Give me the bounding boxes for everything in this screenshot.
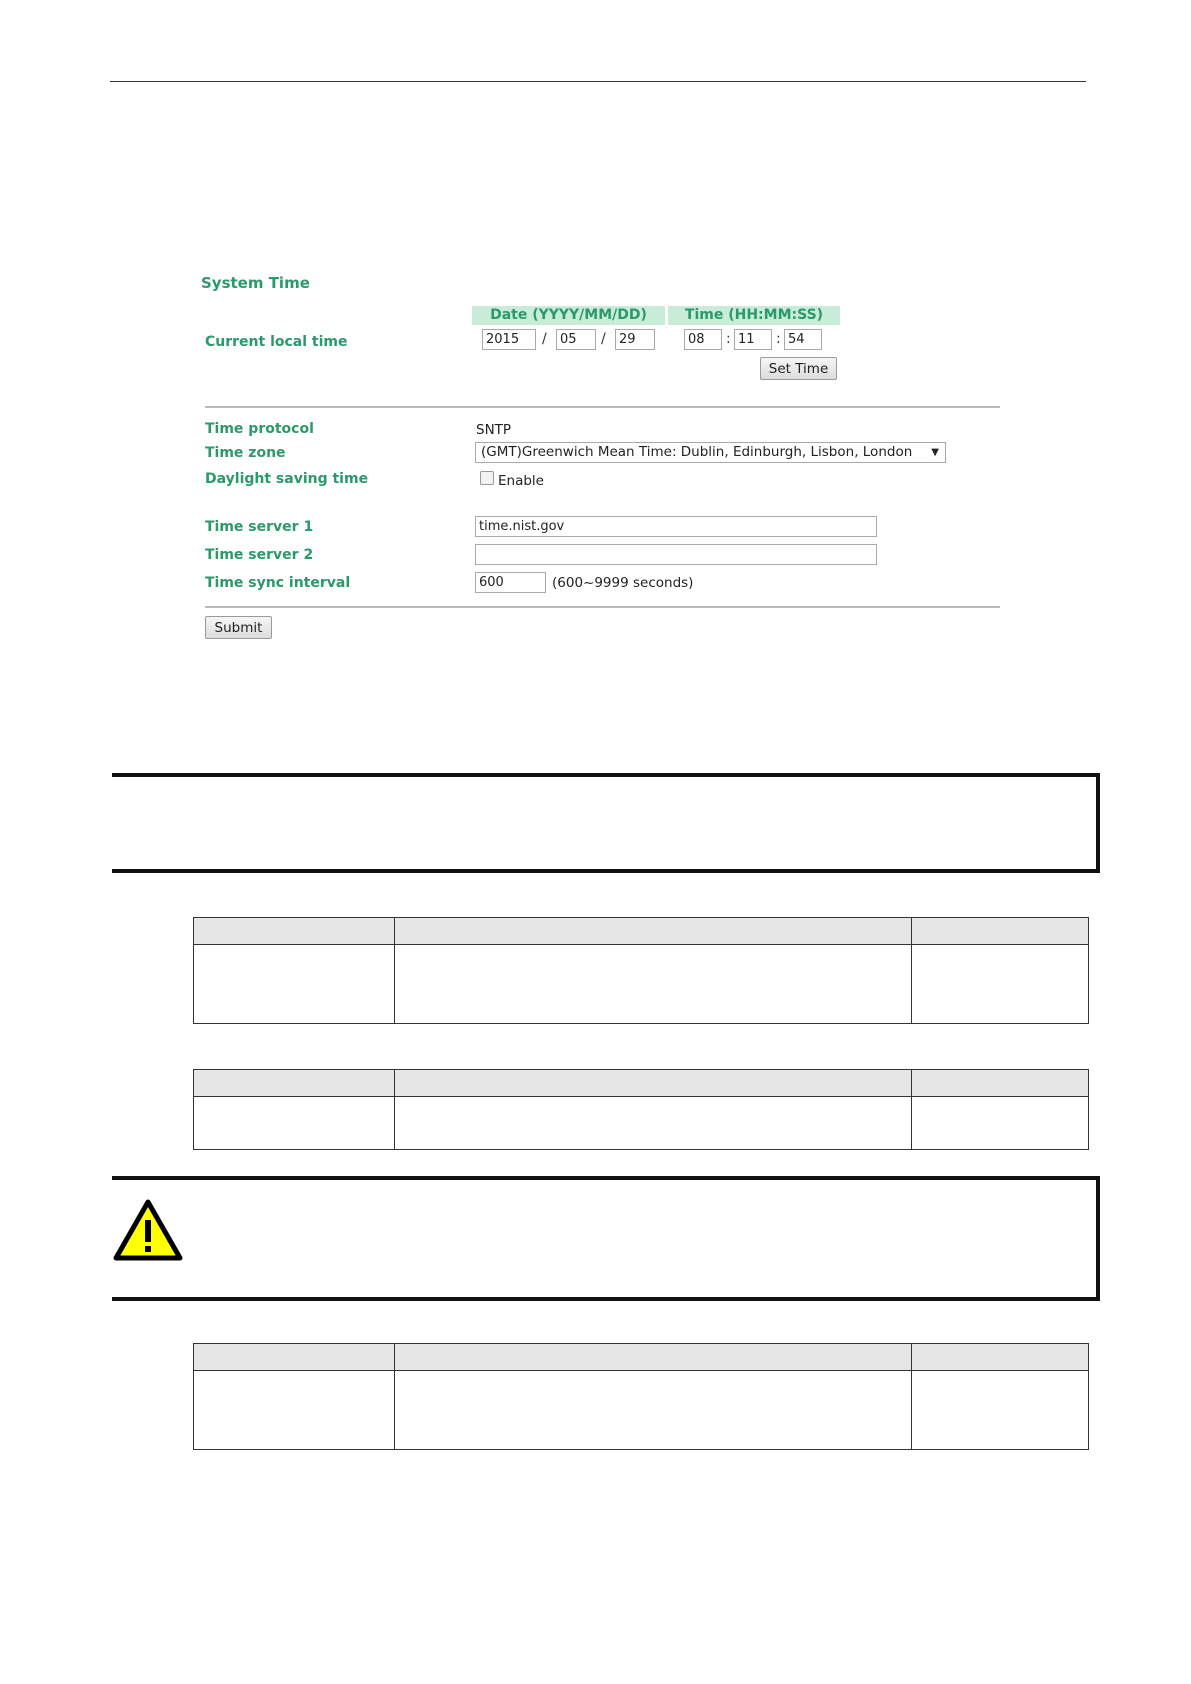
table-header-cell [194, 1070, 395, 1097]
month-input[interactable] [556, 329, 596, 350]
time-header: Time (HH:MM:SS) [668, 306, 840, 325]
table-cell [912, 1097, 1089, 1150]
daylight-enable-label: Enable [498, 473, 544, 489]
daylight-enable-checkbox[interactable] [480, 471, 494, 485]
table-cell [912, 945, 1089, 1024]
section-title: System Time [201, 274, 310, 292]
setting-table [193, 917, 1089, 1024]
interval-hint: (600~9999 seconds) [552, 575, 694, 591]
time-protocol-value: SNTP [476, 422, 512, 438]
time-server-1-label: Time server 1 [205, 519, 314, 535]
time-separator: : [726, 331, 731, 347]
hour-input[interactable] [684, 329, 722, 350]
setting-table [193, 1069, 1089, 1150]
day-input[interactable] [615, 329, 655, 350]
date-separator: / [542, 331, 547, 347]
header-rule [110, 81, 1086, 82]
daylight-saving-label: Daylight saving time [205, 471, 369, 487]
time-server-2-label: Time server 2 [205, 547, 314, 563]
note-box [112, 773, 1100, 873]
warning-triangle-icon [113, 1198, 183, 1262]
time-zone-select[interactable] [475, 442, 946, 463]
current-local-time-label: Current local time [205, 334, 348, 350]
time-separator: : [776, 331, 781, 347]
divider [205, 406, 1000, 408]
time-protocol-label: Time protocol [205, 421, 314, 437]
table-cell [194, 1371, 395, 1450]
time-zone-selected: (GMT)Greenwich Mean Time: Dublin, Edinburgh, Lisbon, London [481, 444, 913, 460]
table-cell [194, 1097, 395, 1150]
table-header-cell [194, 918, 395, 945]
time-zone-label: Time zone [205, 445, 286, 461]
setting-table [193, 1343, 1089, 1450]
minute-input[interactable] [734, 329, 772, 350]
time-sync-interval-label: Time sync interval [205, 575, 351, 591]
table-header-cell [912, 918, 1089, 945]
table-header-cell [194, 1344, 395, 1371]
table-header-cell [395, 918, 912, 945]
table-cell [194, 945, 395, 1024]
table-header-cell [912, 1070, 1089, 1097]
time-server-2-input[interactable] [475, 544, 877, 565]
table-cell [395, 1371, 912, 1450]
table-header-cell [395, 1344, 912, 1371]
table-cell [395, 1097, 912, 1150]
table-cell [395, 945, 912, 1024]
warning-box [112, 1176, 1100, 1301]
year-input[interactable] [482, 329, 536, 350]
set-time-button[interactable]: Set Time [760, 357, 837, 380]
second-input[interactable] [784, 329, 822, 350]
divider [205, 606, 1000, 608]
time-server-1-input[interactable] [475, 516, 877, 537]
chevron-down-icon: ▼ [931, 447, 939, 458]
table-cell [912, 1371, 1089, 1450]
time-sync-interval-input[interactable] [475, 572, 546, 593]
date-header: Date (YYYY/MM/DD) [472, 306, 665, 325]
submit-button[interactable]: Submit [205, 616, 272, 639]
date-separator: / [601, 331, 606, 347]
table-header-cell [912, 1344, 1089, 1371]
table-header-cell [395, 1070, 912, 1097]
